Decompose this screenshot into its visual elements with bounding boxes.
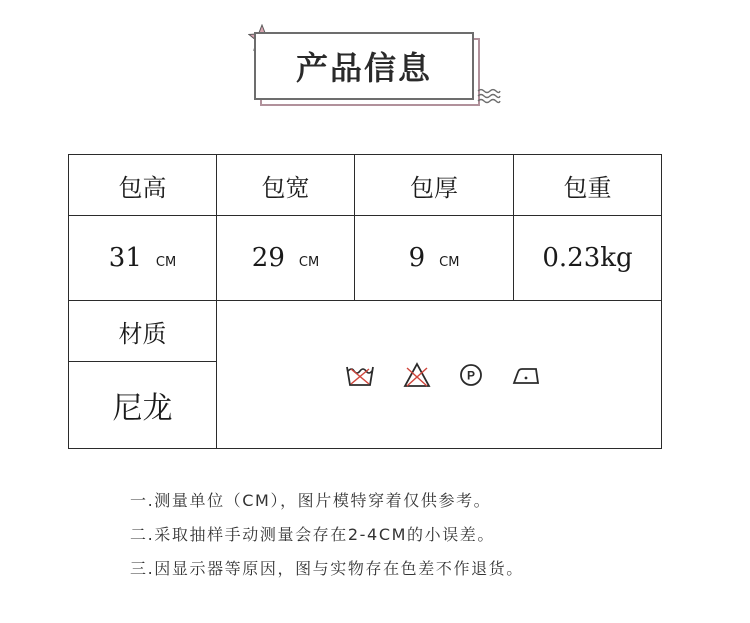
value-height <box>69 216 217 301</box>
value-number: 29 <box>251 243 285 273</box>
value-unit: CM <box>298 255 320 270</box>
page-title: 产品信息 <box>295 49 432 87</box>
value-number: 0.23kg <box>542 243 633 273</box>
note-item: 二.采取抽样手动测量会存在2-4CM的小误差。 <box>130 525 495 544</box>
col-header-weight: 包重 <box>514 155 662 216</box>
title-frame <box>254 32 474 100</box>
value-width <box>217 216 355 301</box>
value-number: 9 <box>408 243 426 273</box>
value-depth <box>355 216 514 301</box>
waves-icon <box>476 86 502 106</box>
note-item: 三.因显示器等原因，图与实物存在色差不作退货。 <box>130 559 524 578</box>
svg-text:P: P <box>466 368 476 382</box>
value-unit: CM <box>439 255 460 270</box>
header-row <box>69 155 662 216</box>
col-header-width: 包宽 <box>217 155 355 216</box>
iron-icon <box>511 364 541 386</box>
value-weight <box>514 216 662 301</box>
col-header-depth: 包厚 <box>355 155 514 216</box>
value-number: 31 <box>108 243 142 273</box>
care-symbols <box>217 362 661 388</box>
material-value: 尼龙 <box>69 362 217 449</box>
material-label: 材质 <box>69 301 217 362</box>
no-bleach-icon <box>403 362 431 388</box>
hand-wash-icon <box>345 363 375 387</box>
value-unit: CM <box>155 255 177 270</box>
spec-table <box>68 154 662 449</box>
section-title <box>248 24 508 114</box>
note-item: 一.测量单位（CM），图片模特穿着仅供参考。 <box>130 491 492 510</box>
notes <box>130 484 650 586</box>
care-symbols-cell <box>217 301 662 449</box>
col-header-height: 包高 <box>69 155 217 216</box>
dry-clean-p-icon <box>459 363 483 387</box>
material-row <box>69 301 662 362</box>
value-row <box>69 216 662 301</box>
